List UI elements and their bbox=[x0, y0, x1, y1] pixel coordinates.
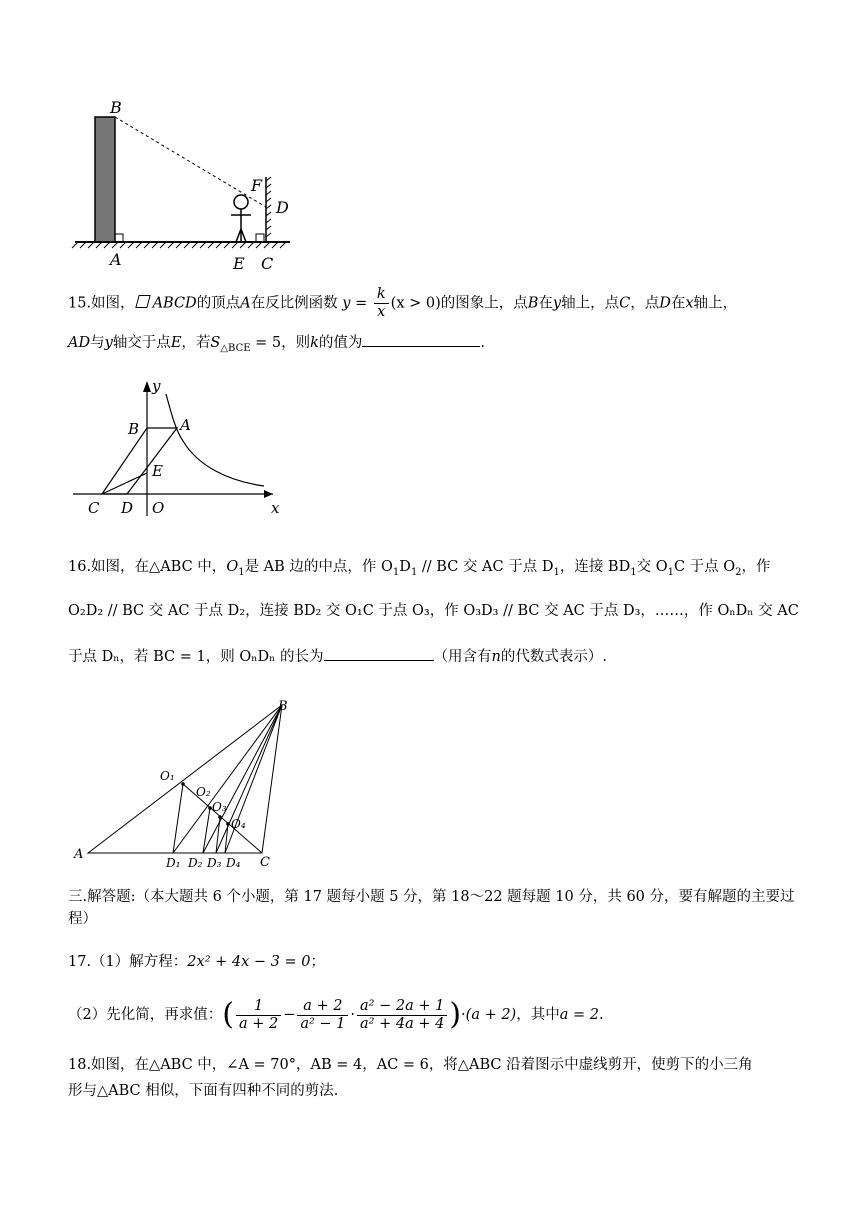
svg-text:D₁: D₁ bbox=[166, 856, 181, 870]
hyperbola bbox=[166, 394, 264, 486]
sight-line bbox=[115, 117, 266, 207]
label-F: F bbox=[251, 176, 263, 195]
figure-q14 bbox=[70, 95, 300, 275]
person bbox=[231, 195, 251, 242]
svg-text:O₄: O₄ bbox=[231, 817, 246, 831]
figure-q16 bbox=[70, 700, 300, 875]
parallelogram bbox=[102, 428, 177, 494]
label-B: B bbox=[110, 98, 122, 117]
svg-text:D₃: D₃ bbox=[207, 856, 222, 870]
label-A: A bbox=[110, 250, 122, 269]
svg-text:B: B bbox=[278, 700, 288, 714]
svg-text:O: O bbox=[152, 499, 165, 517]
svg-text:C: C bbox=[88, 499, 100, 517]
svg-text:A: A bbox=[180, 416, 191, 434]
svg-text:D: D bbox=[121, 499, 134, 517]
q17-part2: （2）先化简，再求值：( $\frac{1}{a + 2}$ − $\frac{a + 2}{\text{a² − 1}}$ · $\frac{\text{a² − 2a + 1}}{\text{a² + 4a + 4}}$ )·(a + 2)，其中a = 2. bbox=[68, 997, 604, 1032]
q15-line1: 15.如图， ABCD的顶点A在反比例函数 y = $\frac{k}{x}$ (x > 0)的图象上，点B在y轴上，点C，点D在x轴上， bbox=[68, 286, 738, 320]
q16-line2: O₂D₂ // BC 交 AC 于点 D₂，连接 BD₂ 交 O₁C 于点 O₃，作 O₃D₃ // BC 交 AC 于点 D₃，……，作 OₙDₙ 交 AC bbox=[68, 603, 799, 619]
q16-line1: 16.如图，在△ABC 中，$O_1$是 AB 边的中点，作 $O_1D_1$ // BC 交 AC 于点 $D_1$，连接 $BD_1$交 $O_1C$ 于点 $O_2$，作 bbox=[68, 559, 771, 578]
svg-text:D₂: D₂ bbox=[188, 856, 203, 870]
tower bbox=[95, 117, 115, 242]
svg-text:A: A bbox=[74, 847, 84, 862]
q18-text: 18.如图，在△ABC 中，∠A = 70°，AB = 4，AC = 6，将△ABC 沿着图示中虚线剪开，使剪下的小三角 形与△ABC 相似，下面有四种不同的剪法. bbox=[68, 1057, 753, 1099]
label-E: E bbox=[233, 254, 245, 273]
svg-text:E: E bbox=[152, 462, 163, 480]
answer-blank-q15[interactable] bbox=[362, 332, 480, 347]
triangle-ABC bbox=[88, 705, 282, 853]
label-D: D bbox=[276, 198, 289, 217]
svg-text:y: y bbox=[152, 377, 161, 395]
svg-text:O₃: O₃ bbox=[212, 800, 227, 814]
q17-part1: 17.（1）解方程：2x² + 4x − 3 = 0； bbox=[68, 954, 325, 970]
figure-q15 bbox=[68, 376, 293, 521]
q16-line3: 于点 Dₙ，若 BC = 1，则 OₙDₙ 的长为 （用含有n的代数式表示）. bbox=[68, 646, 808, 668]
svg-text:x: x bbox=[271, 499, 280, 517]
svg-text:O₂: O₂ bbox=[196, 785, 211, 799]
answer-blank-q16[interactable] bbox=[324, 646, 434, 661]
section-3-heading: 三.解答题:（本大题共 6 个小题，第 17 题每小题 5 分，第 18～22 题每题 10 分，共 60 分，要有解题的主要过 程） bbox=[68, 889, 795, 927]
svg-text:O₁: O₁ bbox=[160, 769, 175, 783]
svg-text:D₄: D₄ bbox=[226, 856, 241, 870]
svg-text:B: B bbox=[128, 420, 140, 438]
q15-line2: AD与y轴交于点E，若$S_{\triangle BCE} = 5$，则k的值为 . bbox=[68, 332, 808, 360]
label-C: C bbox=[261, 254, 274, 273]
svg-text:C: C bbox=[260, 855, 270, 870]
